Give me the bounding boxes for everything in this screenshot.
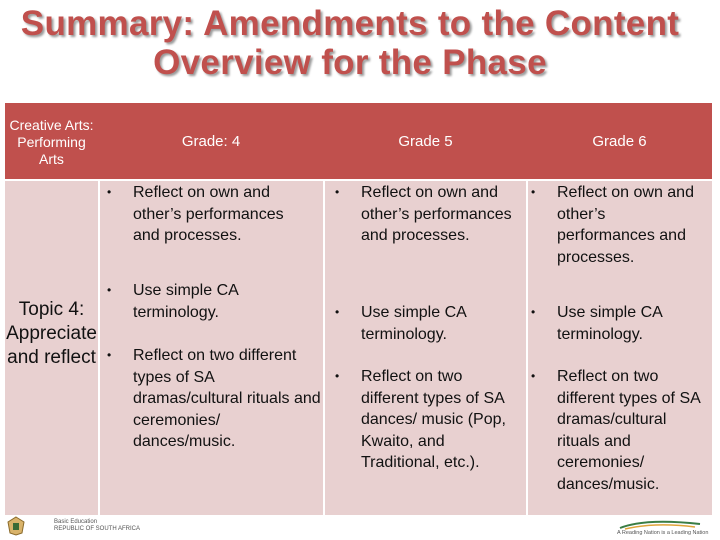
grade-4-list: [107, 280, 283, 323]
header-grade-4: Grade: 4: [98, 103, 324, 179]
grade-5-list: [335, 302, 511, 345]
coat-of-arms-icon: [4, 516, 28, 536]
list-item: • Reflect on two different types of SA dramas/cultural rituals and ceremonies/ dances/music.: [531, 368, 700, 493]
grade-6-list: [531, 182, 707, 268]
grade-4-list: [107, 182, 313, 247]
reading-nation-logo-icon: [615, 518, 705, 530]
topic-label: Topic 4: Appreciate and reflect: [6, 299, 97, 368]
bullet-icon: •: [107, 185, 112, 199]
header-grade-6: Grade 6: [527, 103, 712, 179]
grade-5-list: [335, 366, 511, 474]
header-grade-5: Grade 5: [324, 103, 527, 179]
grade-4-list: [107, 345, 323, 453]
column-divider: [323, 179, 325, 515]
list-item: • Reflect on two different types of SA dances/ music (Pop, Kwaito, and Traditional, etc.).: [335, 368, 506, 471]
slide-title: Summary: Amendments to the Content Overview for the Phase: [20, 4, 680, 82]
list-item: • Reflect on own and other’s performances and processes.: [531, 184, 694, 266]
bullet-icon: •: [335, 305, 340, 319]
bullet-icon: •: [531, 305, 536, 319]
grade-6-list: [531, 302, 697, 345]
bullet-icon: •: [335, 369, 340, 383]
row-divider: [5, 179, 712, 181]
slogan: A Reading Nation is a Leading Nation: [617, 530, 709, 536]
bullet-icon: •: [531, 185, 536, 199]
list-item: • Use simple CA terminology.: [107, 282, 238, 321]
bullet-icon: •: [335, 185, 340, 199]
column-divider: [98, 179, 100, 515]
bullet-icon: •: [107, 283, 112, 297]
content-table: [5, 103, 712, 515]
bullet-icon: •: [107, 348, 112, 362]
list-item: • Use simple CA terminology.: [531, 304, 662, 343]
list-item: • Reflect on own and other’s performances and processes.: [335, 184, 512, 244]
header-subject: Creative Arts: Performing Arts: [5, 103, 98, 179]
grade-5-list: [335, 182, 521, 247]
department-name: Basic Education REPUBLIC OF SOUTH AFRICA: [54, 519, 141, 532]
list-item: • Reflect on two different types of SA dramas/cultural rituals and ceremonies/ dances/music.: [107, 347, 321, 450]
list-item: • Reflect on own and other’s performances and processes.: [107, 184, 284, 244]
column-divider: [526, 179, 528, 515]
grade-6-list: [531, 366, 702, 495]
bullet-icon: •: [531, 369, 536, 383]
list-item: • Use simple CA terminology.: [335, 304, 466, 343]
